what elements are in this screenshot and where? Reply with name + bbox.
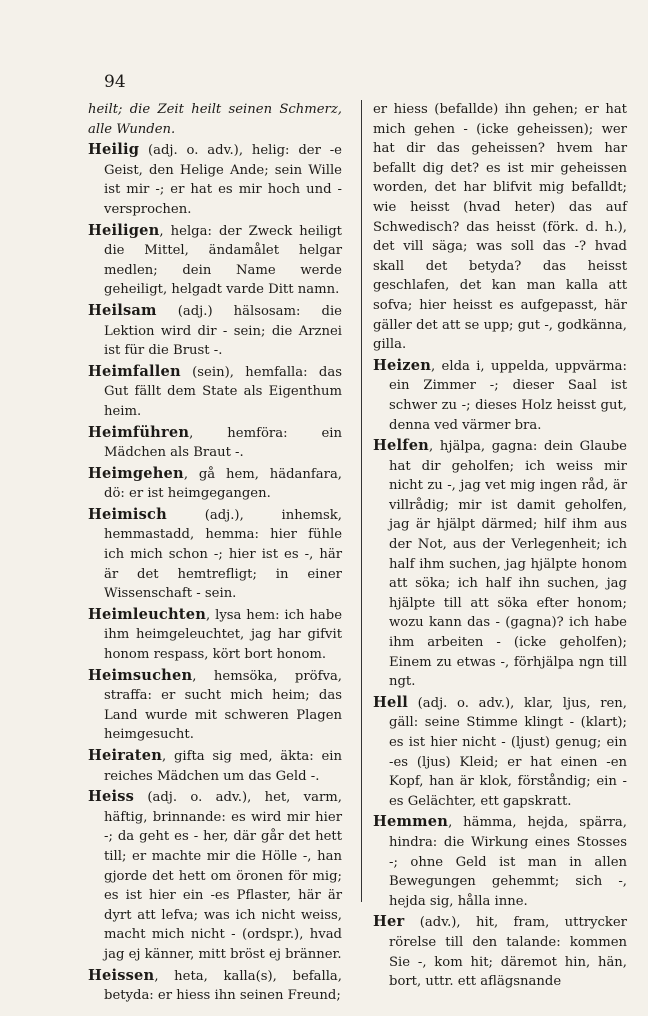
entry-headword: Hell [373,693,408,711]
entry-headword: Heimfallen [88,362,181,380]
entry-text: (adj. o. adv.), helig: der -e Geist, den Helige Ande; sein Wille ist mir -; er hat es mir hoch und - versprochen. [104,143,342,217]
entry-headword: Heimgehen [88,464,184,482]
dictionary-entry [88,100,342,139]
dictionary-entry [88,140,342,219]
entry-headword: Hemmen [373,813,449,831]
page-number: 94 [104,72,126,92]
dictionary-entry [373,693,627,812]
entry-headword: Heimisch [88,505,167,523]
entry-headword: Heiss [88,788,135,806]
dictionary-entry [373,436,627,692]
dictionary-entry [88,301,342,361]
entry-headword: Heiraten [88,747,162,764]
entry-headword: Heimsuchen [88,666,193,684]
entry-text: (adv.), hit, fram, uttrycker rörelse till den talande: kommen Sie -, kom hit; däremot hin, hän, bort, uttr. ett aflägsnande [389,915,627,990]
entry-text: , helga: der Zweck heiligt die Mittel, ändamålet helgar medlen; dein Name werde geheiligt, helgadt varde Ditt namn. [104,223,342,298]
entry-text: (adj.) hälsosam: die Lektion wird dir - sein; die Arznei ist für die Brust -. [104,303,342,359]
entry-text: (adj. o. adv.), klar, ljus, ren, gäll: seine Stimme klingt - (klart); es ist hier nicht - (ljust) genug; ein -es (ljus) Kleid; er hat einen -en Kopf, han är klok, förståndig; ein -es Gelächter, ett gapskratt. [389,695,627,809]
entry-headword: Helfen [373,437,429,455]
entry-headword: Heimleuchten [88,605,207,623]
left-column [88,100,342,1007]
entry-headword: Heimführen [88,423,190,441]
dictionary-entry [373,812,627,911]
entry-headword: Heilsam [88,301,157,319]
entry-text: , heta, kalla(s), befalla, betyda: er hiess ihn seinen Freund; [104,968,342,1004]
dictionary-entry [373,912,627,991]
entry-headword: Heissen [88,966,155,984]
entry-text: , hämma, hejda, spärra, hindra: die Wirkung eines Stosses -; ohne Geld ist man in allen Bewegungen gehemmt; sich -, hejda sig, hålla inne. [389,815,627,909]
entry-text: (adj. o. adv.), het, varm, häftig, brinnande: es wird mir hier -; da geht es - her, där går det hett till; er machte mir die Hölle -, han gjorde det hett om öronen för mig; es ist hier ein -es Pflaster, här är dyrt att lefva; was ich nicht weiss, macht mich nicht - (ordspr.), hvad jag ej känner, mitt bröst ej bränner. [104,790,342,962]
entry-text: er hiess (befallde) ihn gehen; er hat mich gehen - (icke geheissen); wer hat dir das geheissen? hvem har befallt dig det? es ist mir geheissen worden, det har blifvit mig befalldt; wie heisst (hvad heter) das auf Schwedisch? das heisst (förk. d. h.), det vill säga; was soll das -? hvad skall det betyda? das heisst geschlafen, det kan man kalla att sofva; hier heisst es aufgepasst, här gäller det att se upp; gut -, godkänna, gilla. [373,102,627,353]
entry-text: heilt; die Zeit heilt seinen Schmerz, alle Wunden. [88,102,342,137]
dictionary-entry [88,605,342,665]
dictionary-entry [88,505,342,604]
dictionary-entry [373,356,627,435]
entry-text: , lysa hem: ich habe ihm heimgeleuchtet, jag har gifvit honom respass, kört bort honom. [104,607,342,663]
dictionary-entry [88,746,342,786]
entry-text: , hjälpa, gagna: dein Glaube hat dir geholfen; ich weiss mir nicht zu -, jag vet mig ingen råd, är villrådig; mir ist damit geholfen, jag är hjälpt därmed; hilf ihm aus der Not, aus der Verlegenheit; ich half ihm suchen, jag hjälpte honom att söka; ich half ihn suchen, jag hjälpte till att söka efter honom; wozu kann das - (gagna)? ich habe ihm arbeiten - (icke geholfen); Einem zu etwas -, förhjälpa ngn till ngt. [389,439,627,690]
entry-text: (sein), hemfalla: das Gut fällt dem State als Eigenthum heim. [104,364,342,419]
entry-text: , hemsöka, pröfva, straffa: er sucht mich heim; das Land wurde mit schweren Plagen heimgesucht. [104,668,342,743]
entry-headword: Heizen [373,356,432,374]
dictionary-entry [88,464,342,504]
dictionary-entry [373,100,627,355]
dictionary-entry [88,221,342,300]
entry-text: , gifta sig med, äkta: ein reiches Mädchen um das Geld -. [104,749,342,784]
dictionary-entry [88,666,342,745]
entry-text: , gå hem, hädanfara, dö: er ist heimgegangen. [104,466,342,502]
dictionary-entry [88,966,342,1006]
entry-headword: Heilig [88,141,140,159]
entry-text: , elda i, uppelda, uppvärma: ein Zimmer -; dieser Saal ist schwer zu -; dieses Holz heisst gut, denna ved värmer bra. [389,358,627,433]
entry-text: , hemföra: ein Mädchen als Braut -. [104,425,342,461]
column-divider [361,100,362,902]
right-column [373,100,627,993]
dictionary-entry [88,787,342,964]
dictionary-entry [88,362,342,422]
entry-headword: Heiligen [88,221,160,239]
dictionary-entry [88,423,342,463]
entry-headword: Her [373,913,405,931]
entry-text: (adj.), inhemsk, hemmastadd, hemma: hier fühle ich mich schon -; hier ist es -, här är det hemtrefligt; in einer Wissenschaft - sein. [104,507,342,602]
